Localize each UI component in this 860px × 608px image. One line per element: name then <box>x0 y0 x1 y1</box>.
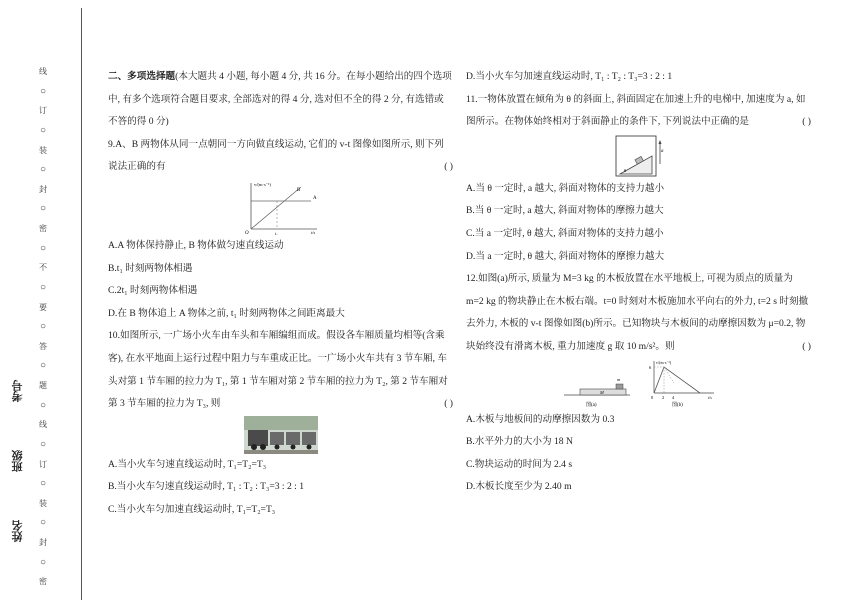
student-info-labels <box>10 380 30 600</box>
q10-answer-paren: ( ) <box>444 398 453 410</box>
q9-line-B <box>251 187 301 229</box>
q11-option-b: B.当 θ 一定时, a 越大, 斜面对物体的摩擦力越大 <box>466 205 664 217</box>
binding-hole-icon: ○ <box>39 242 47 254</box>
right-column <box>466 66 811 499</box>
q12-x0: 0 <box>650 394 653 400</box>
q10-stem: 10.如图所示, 一广场小火车由车头和车厢编组而成。假设各车厢质量均相等(含乘客), 在水平地面上运行过程中阻力与车重成正比。一广场小火车共有 3 节车厢, 车头对第 1 节车厢的拉力为 T₁, 第 1 节车厢对第 2 节车厢的拉力为 T₂, 第 2 节车厢对第 3 节车厢的拉力为 T₃, 则 ( ) <box>108 325 453 415</box>
q10-option-d: D.当小火车匀加速直线运动时, T₁ : T₂ : T₃=3 : 2 : 1 <box>466 71 673 82</box>
binding-char: 订 <box>39 459 47 469</box>
q12-ylabel: v/(m·s⁻¹) <box>655 359 671 365</box>
q9-option-b: B.t₁ 时刻两物体相遇 <box>108 262 193 274</box>
binding-char: 封 <box>39 184 47 194</box>
q12-board-M: M <box>599 389 604 395</box>
q9-origin: O <box>244 230 249 235</box>
section-intro: (本大题共 4 小题, 每小题 4 分, 共 16 分。在每小题给出的四个选项中, 有多个选项符合题目要求, 全部选对的得 4 分, 选对但不全的得 2 分, 有选错或不答的得 0 分) <box>108 71 452 128</box>
q9-t1: t₁ <box>274 230 278 235</box>
q11-option-d: D.当 a 一定时, θ 越大, 斜面对物体的摩擦力越大 <box>466 250 665 262</box>
binding-hole-icon: ○ <box>39 478 47 490</box>
q11-stem: 11.一物体放置在倾角为 θ 的斜面上, 斜面固定在加速上升的电梯中, 加速度为 a, 如图所示。在物体始终相对于斜面静止的条件下, 下列说法中正确的是 ( ) <box>466 89 811 134</box>
binding-char: 不 <box>39 263 47 273</box>
q9-xlabel: t/s <box>310 229 315 235</box>
q12-figures <box>466 359 811 409</box>
q9-answer-paren: ( ) <box>444 161 453 173</box>
q12-option-d: D.木板长度至少为 2.40 m <box>466 481 572 493</box>
binding-hole-icon: ○ <box>39 85 47 97</box>
q10-option-c: C.当小火车匀加速直线运动时, T₁=T₂=T₃ <box>108 503 276 515</box>
q10-option-a: A.当小火车匀速直线运动时, T₁=T₂=T₃ <box>108 458 267 470</box>
binding-hole-icon: ○ <box>39 399 47 411</box>
binding-char: 要 <box>39 302 47 312</box>
binding-hole-icon: ○ <box>39 164 47 176</box>
binding-hole-icon: ○ <box>39 517 47 529</box>
q12-stem: 12.如图(a)所示, 质量为 M=3 kg 的木板放置在水平地板上, 可视为质点的质量为 m=2 kg 的物块静止在木板右端。t=0 时刻对木板施加水平向右的外力, t=2 s 时刻撤去外力, 木板的 v-t 图像如图(b)所示。已知物块与木板间的动摩擦因数为 μ=0.2, 物块始终没有滑离木板, 重力加速度 g 取 10 m/s²。则 ( ) <box>466 268 811 358</box>
exam-number-label: 考号 <box>11 380 24 402</box>
q11-angle-label: θ <box>623 167 626 173</box>
q12-answer-paren: ( ) <box>802 340 811 352</box>
binding-divider <box>81 8 82 600</box>
binding-char: 密 <box>39 224 47 234</box>
q12-x4: 4 <box>671 394 674 400</box>
q9-option-c: C.2t₁ 时刻两物体相遇 <box>108 285 198 297</box>
q9-label-B: B <box>296 187 300 193</box>
q9-option-d: D.在 B 物体追上 A 物体之前, t₁ 时刻两物体之间距离最大 <box>108 307 345 319</box>
q12-figure-b <box>644 359 718 409</box>
binding-char: 题 <box>39 381 47 391</box>
q9-label-A: A <box>312 195 317 201</box>
binding-char: 答 <box>39 341 47 351</box>
left-column <box>108 66 453 522</box>
q11-option-a: A.当 θ 一定时, a 越大, 斜面对物体的支持力越小 <box>466 182 665 194</box>
q12-y6: 6 <box>648 364 651 370</box>
q11-option-c: C.当 a 一定时, θ 越大, 斜面对物体的支持力越小 <box>466 227 664 239</box>
binding-char: 装 <box>39 145 47 155</box>
q12-option-b: B.水平外力的大小为 18 N <box>466 436 573 448</box>
section-header <box>108 66 453 134</box>
binding-hole-icon: ○ <box>39 203 47 215</box>
q12-x2: 2 <box>661 394 664 400</box>
q11-answer-paren: ( ) <box>802 116 811 128</box>
binding-line-marks <box>36 66 50 596</box>
binding-hole-icon: ○ <box>39 281 47 293</box>
q11-elevator-figure <box>614 134 664 178</box>
q12-figure-a <box>560 359 634 409</box>
binding-char: 装 <box>39 498 47 508</box>
q12-xlabel: t/s <box>707 394 712 400</box>
binding-char: 线 <box>39 420 47 430</box>
binding-char: 订 <box>39 106 47 116</box>
class-label: 班级 <box>11 450 24 472</box>
q10-train-photo <box>244 416 318 454</box>
q9-option-a: A.A 物体保持静止, B 物体做匀速直线运动 <box>108 239 284 251</box>
binding-char: 线 <box>39 67 47 76</box>
q10-option-b: B.当小火车匀速直线运动时, T₁ : T₂ : T₃=3 : 2 : 1 <box>108 481 305 493</box>
binding-hole-icon: ○ <box>39 360 47 372</box>
binding-char: 密 <box>39 577 47 587</box>
binding-char: 封 <box>39 538 47 548</box>
binding-hole-icon: ○ <box>39 438 47 450</box>
q9-ylabel: v/(m·s⁻¹) <box>253 181 271 187</box>
binding-hole-icon: ○ <box>39 556 47 568</box>
q12-option-c: C.物块运动的时间为 2.4 s <box>466 458 573 470</box>
section-title: 二、多项选择题 <box>108 71 176 82</box>
q12-fig-a-caption: 图(a) <box>585 402 597 408</box>
q12-option-a: A.木板与地板间的动摩擦因数为 0.3 <box>466 413 615 425</box>
binding-margin <box>0 0 82 608</box>
q12-board-vt-line <box>654 367 700 393</box>
q9-stem: 9.A、B 两物体从同一点朝同一方向做直线运动, 它们的 v-t 图像如图所示, 则下列说法正确的有 ( ) <box>108 134 453 179</box>
binding-hole-icon: ○ <box>39 321 47 333</box>
name-label: 姓名 <box>11 520 24 542</box>
q11-accel-label: a <box>660 148 663 154</box>
q12-fig-b-caption: 图(b) <box>671 402 683 408</box>
binding-hole-icon: ○ <box>39 124 47 136</box>
q12-block-m: m <box>616 376 620 382</box>
q9-vt-graph <box>241 179 321 235</box>
